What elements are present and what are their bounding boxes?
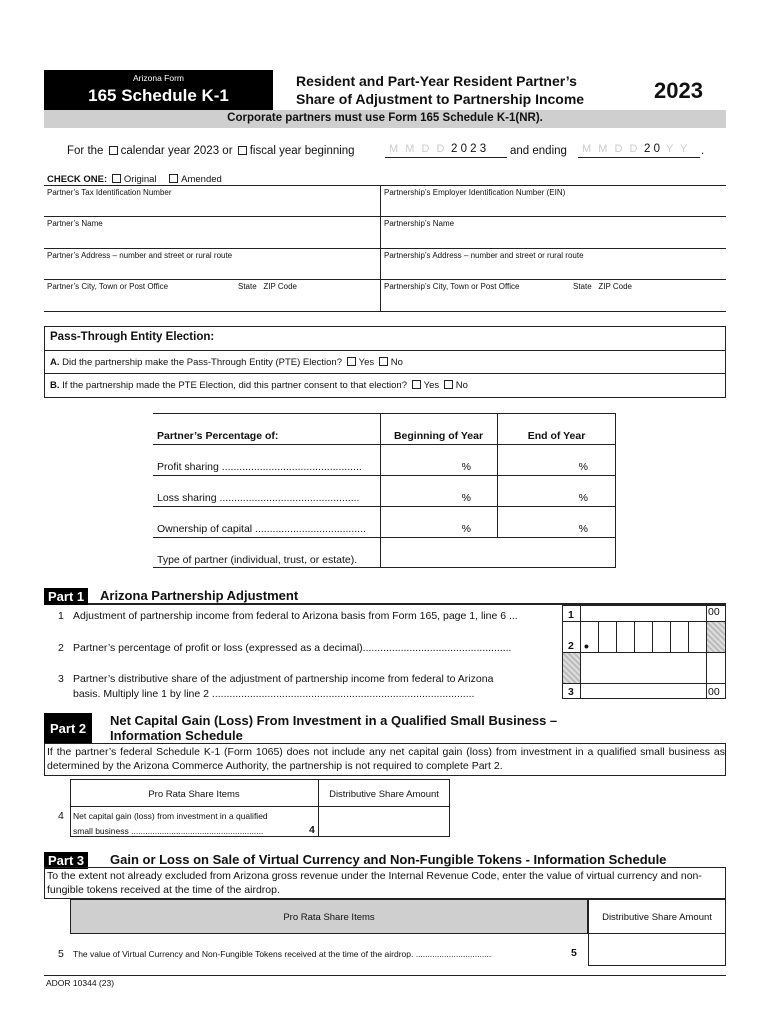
pct-sign: %	[578, 461, 588, 473]
loss-sharing-label: Loss sharing ................................................	[157, 492, 360, 504]
part1-title: Arizona Partnership Adjustment	[100, 588, 299, 603]
part3-title: Gain or Loss on Sale of Virtual Currency and Non-Fungible Tokens - Information Schedule	[110, 852, 667, 867]
form-title-line1: Resident and Part-Year Resident Partner’s	[296, 73, 577, 89]
line4-text-b: small business ........................................................	[73, 826, 264, 836]
line3-text-a: Partner’s distributive share of the adjustment of partnership income from federal to Arizona	[73, 673, 494, 685]
partnership-address-field[interactable]: Partnership’s Address – number and street or rural route	[384, 251, 584, 260]
part3-col-items: Pro Rata Share Items	[283, 912, 375, 923]
footer-rule	[44, 975, 726, 976]
begin-year: 2 0 2 3	[451, 143, 487, 155]
loss-sharing-begin-input[interactable]	[381, 492, 471, 504]
cents-shade-1	[707, 622, 725, 652]
original-label: Original	[123, 174, 157, 185]
partner-city-field[interactable]: Partner’s City, Town or Post Office	[47, 282, 169, 291]
decimal-cell-divider	[688, 621, 689, 652]
line3-box-number: 3	[568, 686, 574, 698]
end-year: 2 0	[644, 143, 660, 155]
part2-title-a: Net Capital Gain (Loss) From Investment in a Qualified Small Business –	[110, 713, 558, 728]
pte-line-2	[44, 373, 726, 374]
line3-text-b: basis. Multiply line 1 by line 2 ..........................................................................................	[73, 688, 475, 700]
pte-b-yes-checkbox[interactable]	[412, 380, 421, 389]
pct-line-2	[153, 506, 616, 507]
partner-state-zip-field[interactable]: State ZIP Code	[238, 282, 297, 291]
pct-line-1	[153, 475, 616, 476]
calendar-year-label: calendar year 2023 or	[120, 145, 233, 157]
ownership-capital-label: Ownership of capital ......................................	[157, 523, 366, 535]
line5-amount-input[interactable]	[589, 934, 725, 965]
form-id-block	[44, 70, 273, 110]
pte-a-label: A.	[50, 357, 60, 368]
pte-a-yes-label: Yes	[358, 357, 375, 368]
check-one-row	[47, 174, 222, 185]
partner-address-field[interactable]: Partner’s Address – number and street or rural route	[47, 251, 233, 260]
period-end-dot: .	[701, 145, 705, 157]
pte-question-b	[50, 380, 468, 391]
pct-sign: %	[461, 523, 471, 535]
line2-text: Partner’s percentage of profit or loss (expressed as a decimal)...................................................	[73, 642, 512, 654]
partnership-name-field[interactable]: Partnership’s Name	[384, 219, 455, 228]
end-date-placeholder: M M D D	[582, 143, 640, 155]
part2-col-items: Pro Rata Share Items	[148, 789, 240, 800]
pct-sign: %	[578, 492, 588, 504]
line1-amount-input[interactable]	[581, 606, 705, 621]
pct-line-header	[153, 444, 616, 445]
grid-row-line-3	[44, 279, 726, 280]
line1-text: Adjustment of partnership income from federal to Arizona basis from Form 165, page 1, line 6 ...	[73, 610, 518, 622]
partnership-state-zip-field[interactable]: State ZIP Code	[573, 282, 632, 291]
part3-col-amount: Distributive Share Amount	[602, 912, 712, 923]
line5-box-number: 5	[571, 947, 577, 959]
ownership-capital-begin-input[interactable]	[381, 523, 471, 535]
part2-title-b: Information Schedule	[110, 728, 243, 743]
pte-a-text: Did the partnership make the Pass-Through Entity (PTE) Election?	[62, 357, 342, 368]
line3-amount-input[interactable]	[581, 684, 705, 698]
and-ending-label: and ending	[510, 145, 567, 157]
begin-date-placeholder: M M D D	[389, 143, 447, 155]
decimal-cell-divider	[652, 621, 653, 652]
part3-tag: Part 3	[44, 852, 88, 869]
fiscal-begin-field[interactable]	[385, 143, 507, 158]
pte-question-a	[50, 357, 403, 368]
pct-header-beginning: Beginning of Year	[393, 430, 484, 442]
line5-text: The value of Virtual Currency and Non-Fungible Tokens received at the time of the airdrop. ................................	[73, 949, 492, 959]
line5-number: 5	[58, 948, 64, 960]
line4-amount-input[interactable]	[319, 807, 449, 836]
form-name: 165 Schedule K-1	[88, 86, 229, 105]
pct-sign: %	[461, 461, 471, 473]
pte-b-no-checkbox[interactable]	[444, 380, 453, 389]
pte-a-no-label: No	[390, 357, 403, 368]
pte-title: Pass-Through Entity Election:	[50, 331, 215, 343]
pct-sign: %	[578, 523, 588, 535]
decimal-point: •	[584, 638, 589, 654]
type-of-partner-input[interactable]	[381, 538, 615, 567]
pte-b-text: If the partnership made the PTE Election, did this partner consent to that election?	[62, 380, 407, 391]
form-title-line2: Share of Adjustment to Partnership Income	[296, 91, 585, 107]
partner-name-field[interactable]: Partner’s Name	[47, 219, 103, 228]
ownership-capital-end-input[interactable]	[498, 523, 588, 535]
grid-row-line-2	[44, 248, 726, 249]
fiscal-end-field[interactable]	[578, 143, 700, 158]
type-of-partner-label: Type of partner (individual, trust, or estate).	[157, 554, 358, 566]
tax-year: 2023	[654, 78, 703, 103]
line4-box-number: 4	[309, 824, 315, 836]
partnership-city-field[interactable]: Partnership’s City, Town or Post Office	[384, 282, 520, 291]
decimal-cell-divider	[634, 621, 635, 652]
amended-label: Amended	[181, 174, 222, 185]
line3-cents: 00	[708, 686, 720, 698]
decimal-cell-divider	[598, 621, 599, 652]
line4-text-a: Net capital gain (loss) from investment in a qualified	[73, 811, 268, 821]
decimal-cell-divider	[670, 621, 671, 652]
line1-cents: 00	[708, 606, 720, 618]
part3-intro: To the extent not already excluded from Arizona gross revenue under the Internal Revenue Code, enter the value of virtual currency and non-fungible tokens received at the time of the airdrop.	[47, 870, 702, 896]
line1-number: 1	[58, 610, 64, 622]
partnership-ein-field[interactable]: Partnership’s Employer Identification Number (EIN)	[384, 188, 566, 197]
corporate-note: Corporate partners must use Form 165 Schedule K-1(NR).	[227, 112, 543, 124]
pte-b-yes-label: Yes	[423, 380, 440, 391]
line2-label-shade	[563, 653, 580, 683]
pte-b-no-label: No	[455, 380, 468, 391]
pte-line-1	[44, 350, 726, 351]
footer-code: ADOR 10344 (23)	[46, 978, 115, 988]
amended-checkbox[interactable]	[169, 174, 178, 183]
line2-box-number: 2	[568, 640, 574, 652]
calendar-year-checkbox[interactable]	[109, 146, 118, 155]
fiscal-year-checkbox[interactable]	[238, 146, 247, 155]
pct-header-label: Partner’s Percentage of:	[157, 430, 279, 442]
part2-col-amount: Distributive Share Amount	[329, 789, 439, 800]
for-the-label: For the	[67, 145, 104, 157]
check-one-label: CHECK ONE:	[47, 174, 108, 185]
part1-tag: Part 1	[44, 588, 88, 605]
part2-intro: If the partner’s federal Schedule K-1 (Form 1065) does not include any net capital gain (loss) from investment in a qualified small business as determined by the Arizona Commerce Authority, the partnership is not required to complete Part 2.	[47, 746, 725, 772]
line2-number: 2	[58, 642, 64, 654]
fiscal-year-label: fiscal year beginning	[249, 145, 355, 157]
pte-a-no-checkbox[interactable]	[379, 357, 388, 366]
tax-period-row	[67, 145, 355, 157]
line3-number: 3	[58, 673, 64, 685]
line4-number: 4	[58, 810, 64, 822]
profit-sharing-begin-input[interactable]	[381, 461, 471, 473]
profit-sharing-end-input[interactable]	[498, 461, 588, 473]
pte-b-label: B.	[50, 380, 60, 391]
pte-a-yes-checkbox[interactable]	[347, 357, 356, 366]
line2-decimal-cells[interactable]	[580, 621, 706, 652]
end-year-placeholder: Y Y	[666, 143, 690, 155]
original-checkbox[interactable]	[112, 174, 121, 183]
pct-sign: %	[461, 492, 471, 504]
profit-sharing-label: Profit sharing ................................................	[157, 461, 362, 473]
loss-sharing-end-input[interactable]	[498, 492, 588, 504]
pct-header-end: End of Year	[527, 430, 586, 442]
line1-box-number: 1	[568, 609, 574, 621]
grid-row-line-1	[44, 216, 726, 217]
part2-tag: Part 2	[44, 713, 92, 744]
partner-tin-field[interactable]: Partner’s Tax Identification Number	[47, 188, 172, 197]
decimal-cell-divider	[616, 621, 617, 652]
form-label: Arizona Form	[132, 73, 184, 83]
